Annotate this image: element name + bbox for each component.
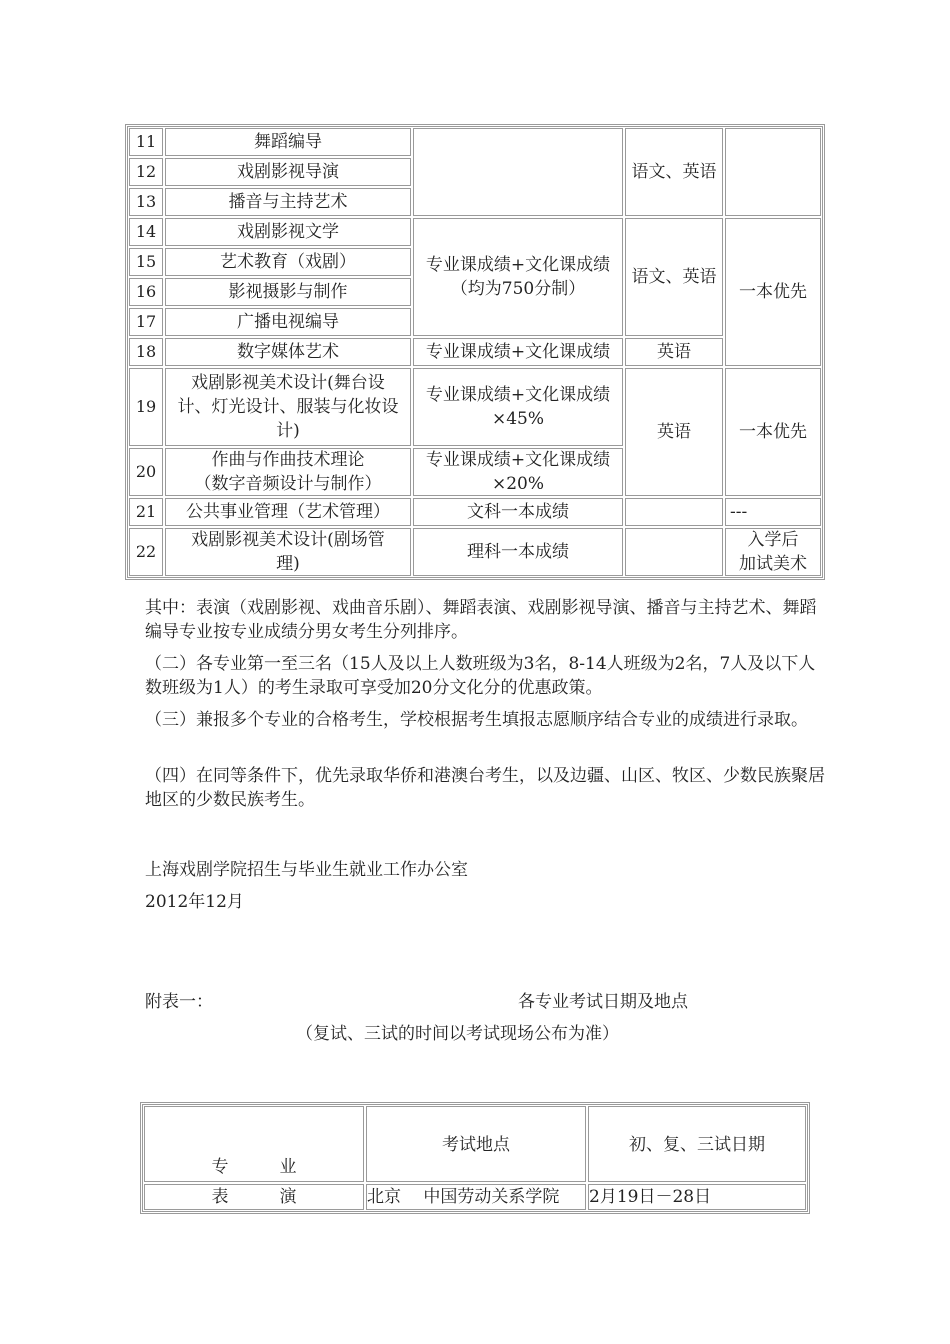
priority-cell: 入学后 加试美术 bbox=[725, 528, 821, 576]
row-number: 19 bbox=[129, 368, 163, 446]
score-cell: 专业课成绩+文化课成绩 （均为750分制） bbox=[413, 218, 623, 336]
major-name: 数字媒体艺术 bbox=[165, 338, 411, 366]
major-name: 戏剧影视美术设计(剧场管 理) bbox=[165, 528, 411, 576]
row-number: 22 bbox=[129, 528, 163, 576]
priority-cell: 一本优先 bbox=[725, 218, 821, 366]
major-name: 作曲与作曲技术理论 （数字音频设计与制作） bbox=[165, 448, 411, 496]
appendix-label: 附表一： bbox=[145, 992, 213, 1012]
score-cell: 专业课成绩+文化课成绩 ×45% bbox=[413, 368, 623, 446]
score-cell: 专业课成绩+文化课成绩 ×20% bbox=[413, 448, 623, 496]
priority-cell: --- bbox=[725, 498, 821, 526]
major-name: 公共事业管理（艺术管理） bbox=[165, 498, 411, 526]
priority-cell-empty bbox=[725, 128, 821, 216]
major-name: 戏剧影视美术设计(舞台设 计、灯光设计、服装与化妆设 计) bbox=[165, 368, 411, 446]
row-number: 21 bbox=[129, 498, 163, 526]
major-name: 戏剧影视文学 bbox=[165, 218, 411, 246]
score-cell: 专业课成绩+文化课成绩 bbox=[413, 338, 623, 366]
row-number: 15 bbox=[129, 248, 163, 276]
subject-cell: 语文、英语 bbox=[625, 128, 723, 216]
header-location: 考试地点 bbox=[366, 1106, 586, 1182]
row-number: 16 bbox=[129, 278, 163, 306]
row-number: 13 bbox=[129, 188, 163, 216]
note-paragraph-1: 其中：表演（戏剧影视、戏曲音乐剧）、舞蹈表演、戏剧影视导演、播音与主持艺术、舞蹈编导专业按专业成绩分男女考生分列排序。 bbox=[145, 598, 817, 642]
signature-date: 2012年12月 bbox=[145, 892, 244, 912]
row-number: 14 bbox=[129, 218, 163, 246]
row-major: 表 演 bbox=[144, 1184, 364, 1210]
row-number: 18 bbox=[129, 338, 163, 366]
subject-cell: 英语 bbox=[625, 338, 723, 366]
header-date: 初、复、三试日期 bbox=[588, 1106, 806, 1182]
score-cell: 文科一本成绩 bbox=[413, 498, 623, 526]
appendix-subtitle: （复试、三试的时间以考试现场公布为准） bbox=[296, 1024, 619, 1044]
score-cell: 理科一本成绩 bbox=[413, 528, 623, 576]
note-paragraph-2: （二）各专业第一至三名（15人及以上人数班级为3名，8-14人班级为2名，7人及以下人数班级为1人）的考生录取可享受加20分文化分的优惠政策。 bbox=[145, 654, 816, 698]
major-name: 舞蹈编导 bbox=[165, 128, 411, 156]
score-cell-empty bbox=[413, 128, 623, 216]
row-number: 20 bbox=[129, 448, 163, 496]
office-signature: 上海戏剧学院招生与毕业生就业工作办公室 bbox=[145, 860, 468, 880]
header-major: 专 业 bbox=[144, 1106, 364, 1182]
appendix-title: 各专业考试日期及地点 bbox=[518, 992, 688, 1012]
admission-table bbox=[125, 124, 825, 580]
row-number: 11 bbox=[129, 128, 163, 156]
major-name: 艺术教育（戏剧） bbox=[165, 248, 411, 276]
subject-cell: 英语 bbox=[625, 368, 723, 496]
priority-cell: 一本优先 bbox=[725, 368, 821, 496]
note-paragraph-4: （四）在同等条件下，优先录取华侨和港澳台考生，以及边疆、山区、牧区、少数民族聚居地区的少数民族考生。 bbox=[145, 766, 825, 810]
row-number: 12 bbox=[129, 158, 163, 186]
subject-cell-empty bbox=[625, 528, 723, 576]
row-location: 北京 中国劳动关系学院 bbox=[366, 1184, 586, 1210]
major-name: 广播电视编导 bbox=[165, 308, 411, 336]
row-date: 2月19日－28日 bbox=[588, 1184, 806, 1210]
subject-cell: 语文、英语 bbox=[625, 218, 723, 336]
major-name: 戏剧影视导演 bbox=[165, 158, 411, 186]
row-number: 17 bbox=[129, 308, 163, 336]
major-name: 播音与主持艺术 bbox=[165, 188, 411, 216]
major-name: 影视摄影与制作 bbox=[165, 278, 411, 306]
subject-cell-empty bbox=[625, 498, 723, 526]
note-paragraph-3: （三）兼报多个专业的合格考生，学校根据考生填报志愿顺序结合专业的成绩进行录取。 bbox=[145, 710, 808, 730]
exam-schedule-table bbox=[140, 1102, 810, 1214]
